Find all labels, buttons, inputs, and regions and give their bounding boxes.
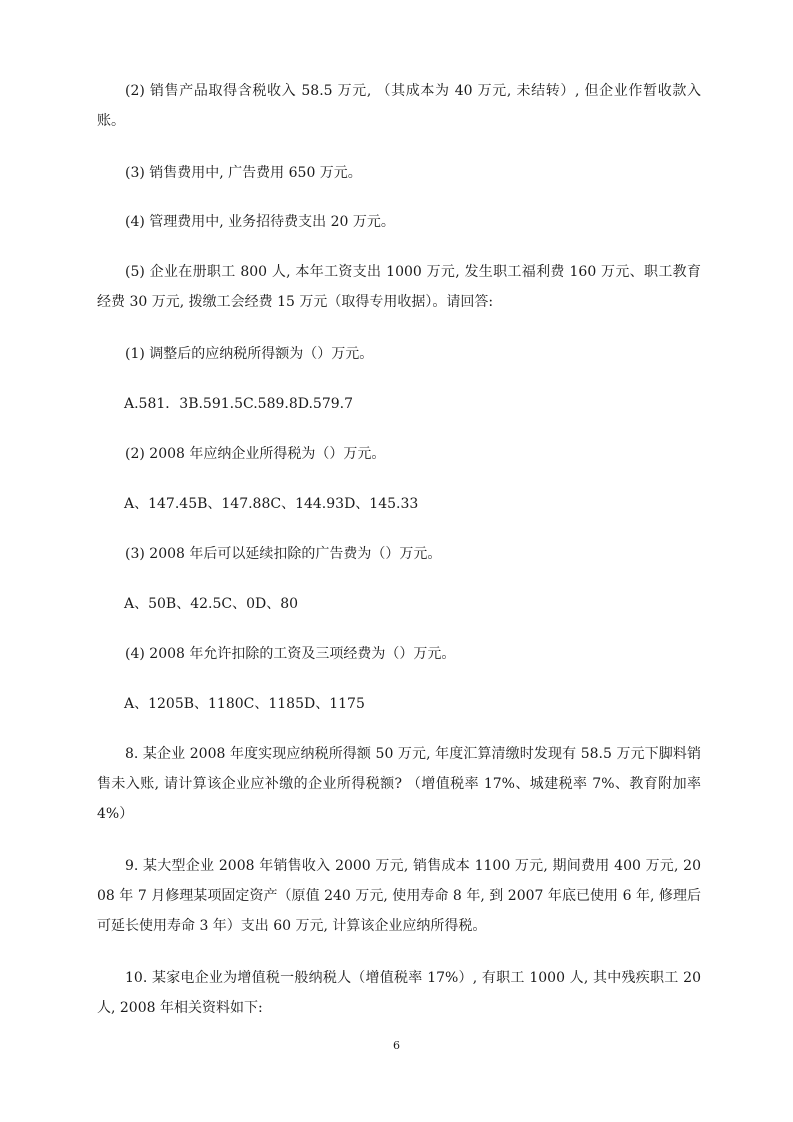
question-2-options: A、147.45B、147.88C、144.93D、145.33 — [124, 496, 419, 512]
problem-8: 8. 某企业 2008 年度实现应纳税所得额 50 万元, 年度汇算清缴时发现有 58.5 万元下脚料销售未入账, 请计算该企业应补缴的企业所得税额? （增值税率 17%、城建税率 7%、教育附加率 4%） — [97, 746, 701, 822]
question-1-options: A.581．3B.591.5C.589.8D.579.7 — [124, 396, 354, 412]
question-2: (2) 2008 年应纳企业所得税为（）万元。 — [125, 446, 386, 462]
paragraph-item-2: (2) 销售产品取得含税收入 58.5 万元, （其成本为 40 万元, 未结转）, 但企业作暂收款入账。 — [97, 83, 701, 129]
page-number: 6 — [393, 1039, 400, 1052]
question-1: (1) 调整后的应纳税所得额为（）万元。 — [125, 346, 374, 362]
question-3: (3) 2008 年后可以延续扣除的广告费为（）万元。 — [125, 546, 442, 562]
paragraph-item-4: (4) 管理费用中, 业务招待费支出 20 万元。 — [125, 214, 395, 230]
question-4: (4) 2008 年允许扣除的工资及三项经费为（）万元。 — [125, 646, 456, 662]
question-4-options: A、1205B、1180C、1185D、1175 — [124, 696, 365, 712]
paragraph-item-5: (5) 企业在册职工 800 人, 本年工资支出 1000 万元, 发生职工福利费 160 万元、职工教育经费 30 万元, 拨缴工会经费 15 万元（取得专用收据）。请回答: — [97, 264, 701, 310]
problem-9: 9. 某大型企业 2008 年销售收入 2000 万元, 销售成本 1100 万元, 期间费用 400 万元, 2008 年 7 月修理某项固定资产（原值 240 万元, 使用寿命 8 年, 到 2007 年底已使用 6 年, 修理后可延长使用寿命 3 年）支出 60 万元, 计算该企业应纳所得税。 — [97, 858, 701, 934]
problem-10: 10. 某家电企业为增值税一般纳税人（增值税率 17%）, 有职工 1000 人, 其中残疾职工 20 人, 2008 年相关资料如下: — [97, 970, 701, 1016]
paragraph-item-3: (3) 销售费用中, 广告费用 650 万元。 — [125, 165, 362, 181]
question-3-options: A、50B、42.5C、0D、80 — [124, 596, 299, 612]
